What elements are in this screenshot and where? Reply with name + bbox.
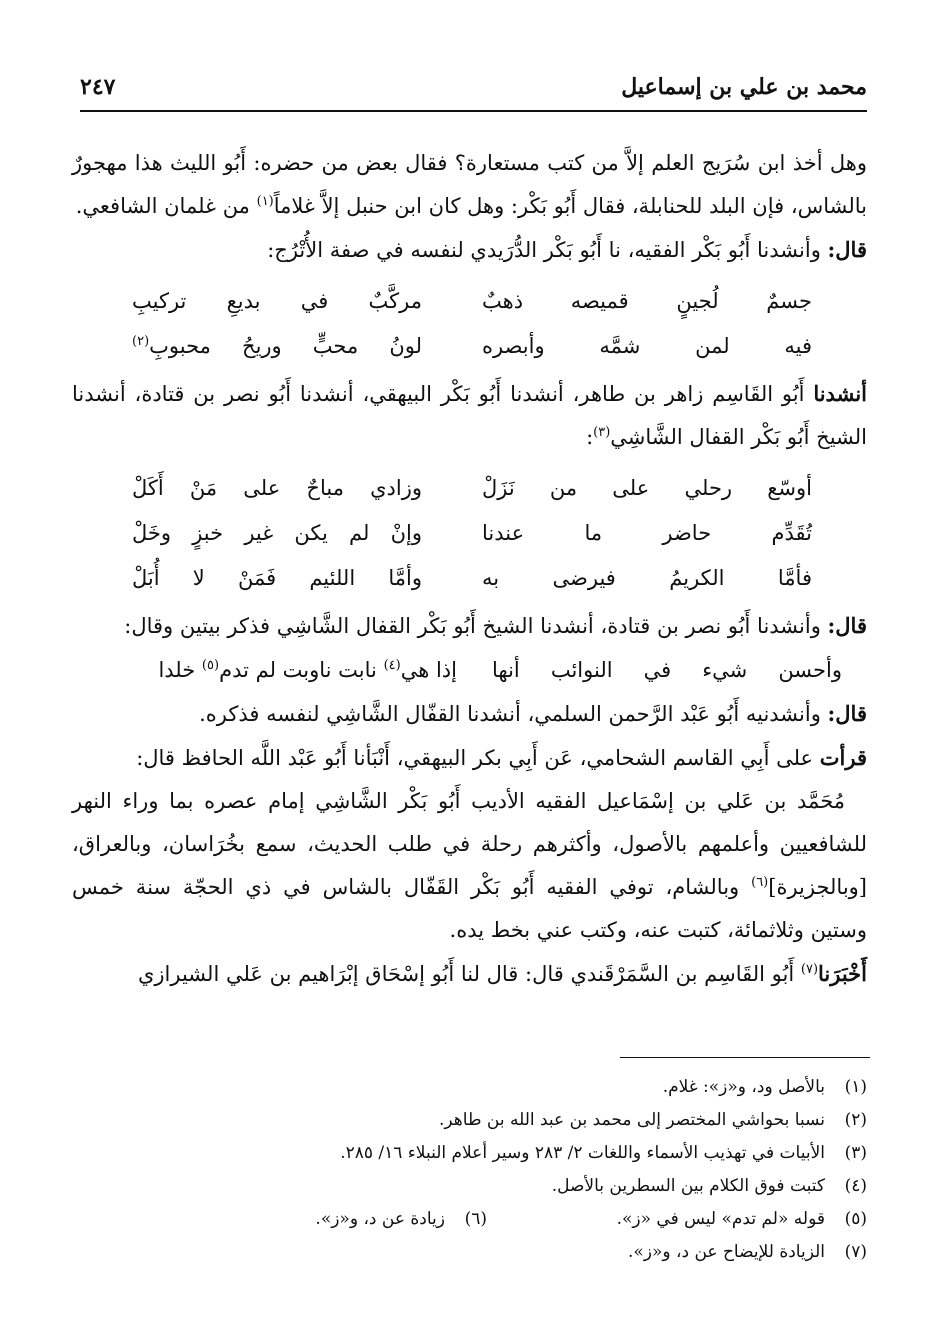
paragraph-8 — [72, 952, 867, 996]
paragraph-4 — [72, 604, 867, 648]
paragraph-3-end: : — [586, 425, 594, 449]
paragraph-8-text: أَبُو القَاسِم بن السَّمَرْقَندي قال: قال لنا أَبُو إسْحَاق إبْرَاهيم بن عَلي الشيرازي — [137, 962, 801, 986]
poem-2 — [72, 465, 867, 600]
paragraph-1-text: وهل أخذ ابن سُرَيج العلم إلاَّ من كتب مستعارة؟ فقال بعض من حضره: أَبُو الليث هذا مهجورٌ بالشاس، فإن البلد للحنابلة، فقال أَبُو بَكْر: وهل كان ابن حنبل إلاَّ غلاماً — [72, 151, 867, 218]
footnote — [487, 1209, 867, 1229]
footnote — [107, 1209, 487, 1229]
paragraph-3-text: أَبُو القَاسِم زاهر بن طاهر، أنشدنا أَبُو بَكْر البيهقي، أنشدنا أَبُو نصر بن قتادة، أنشدنا الشيخ أَبُو بَكْر القفال الشَّاشِي — [72, 382, 867, 449]
paragraph-1-end: من غلمان الشافعي. — [75, 194, 257, 218]
footnote-text: زيادة عن د، و«ز». — [315, 1208, 445, 1229]
verse-hemistich-1: جسمٌ لُجينٍ قميصه ذهبٌ — [482, 288, 812, 313]
footnote-ref-7: (٧) — [800, 962, 819, 977]
footnote-ref-4: (٤) — [383, 658, 401, 673]
running-head — [80, 70, 867, 106]
verse-line — [72, 323, 867, 368]
paragraph-6-text: على أَبِي القاسم الشحامي، عَن أَبِي بكر البيهقي، أَنْبَأنا أَبُو عَبْد اللَّه الحافظ قال: — [136, 746, 820, 770]
paragraph-6 — [72, 736, 867, 780]
footnote-ref-3: (٣) — [593, 425, 611, 440]
verse-hemistich-2: وأمَّا اللئيم فَمَنْ لا أُبَلْ — [132, 565, 422, 590]
verse-line — [72, 510, 867, 555]
paragraph-8-lead: أَخْبَرَنا — [818, 961, 867, 986]
page-number: ٢٤٧ — [80, 74, 116, 100]
footnote-text: قوله «لم تدم» ليس في «ز». — [616, 1208, 825, 1229]
footnote — [80, 1070, 867, 1103]
footnote-text: نسبا بحواشي المختصر إلى محمد بن عبد الله بن طاهر. — [439, 1109, 825, 1130]
verse-hemistich-2: مركَّبٌ في بديعِ تركيبِ — [132, 288, 422, 313]
footnote-number: (٦) — [464, 1208, 487, 1229]
verse-line — [72, 278, 867, 323]
verse-part: إذا هي — [400, 658, 457, 682]
verse-hemistich-2 — [117, 658, 457, 682]
paragraph-5-lead: قال: — [827, 701, 867, 726]
paragraph-3-lead: أنشدنا — [813, 381, 867, 406]
verse-part: خلدا — [158, 658, 202, 682]
footnote — [80, 1103, 867, 1136]
header-rule — [80, 110, 867, 112]
verse-line — [72, 555, 867, 600]
poem-3 — [72, 648, 867, 692]
paragraph-2-text: وأنشدنا أَبُو بَكْر الفقيه، نا أَبُو بَكْر الدُّرَيدي لنفسه في صفة الأُتْرُج: — [267, 238, 828, 262]
verse-hemistich-1: وأحسن شيء في النوائب أنها — [492, 658, 842, 682]
verse-hemistich-2-text: لونُ محبٍّ وريحُ محبوبِ — [149, 333, 422, 358]
verse-hemistich-1: أوسّع رحلي على من نَزَلْ — [482, 475, 812, 500]
footnote-text: بالأصل ود، و«ز»: غلام. — [662, 1076, 825, 1097]
footnote-rule — [620, 1057, 870, 1058]
footnote-ref-2: (٢) — [132, 333, 150, 349]
paragraph-5-text: وأنشدنيه أَبُو عَبْد الرَّحمن السلمي، أنشدنا القفّال الشَّاشِي لنفسه فذكره. — [199, 702, 828, 726]
paragraph-3 — [72, 372, 867, 459]
paragraph-6-lead: قرأت — [819, 745, 867, 770]
footnote-number: (٥) — [844, 1208, 867, 1229]
paragraph-7 — [72, 780, 867, 952]
footnote-ref-6: (٦) — [751, 875, 769, 890]
footnotes — [80, 1070, 867, 1268]
paragraph-4-lead: قال: — [827, 613, 867, 638]
paragraph-1 — [72, 142, 867, 228]
paragraph-2-lead: قال: — [827, 237, 867, 262]
footnote-number: (٤) — [844, 1175, 867, 1196]
footnote-text: الزيادة للإيضاح عن د، و«ز». — [627, 1241, 825, 1262]
verse-part: نابت ناوبت لم تدم — [219, 658, 384, 682]
footnote — [80, 1235, 867, 1268]
paragraph-7-text: مُحَمَّد بن عَلي بن إسْمَاعيل الفقيه الأديب أَبُو بَكْر الشَّاشِي إمام عصره بما وراء النهر للشافعيين وأعلمهم بالأصول، وأكثرهم رحلة في طلب الحديث، سمع بخُرَاسان، وبالعراق، [وبالجزيرة] — [72, 789, 867, 899]
running-head-title: محمد بن علي بن إسماعيل — [621, 74, 867, 100]
verse-hemistich-1: فأمَّا الكريمُ فيرضى به — [482, 565, 812, 590]
paragraph-7-text-end: وبالشام، توفي الفقيه أَبُو بَكْر القَفّال بالشاس في ذي الحجّة سنة خمس وستين وثلاثمائة، كتبت عنه، وكتب عني بخط يده. — [72, 875, 867, 942]
footnote-number: (٢) — [844, 1109, 867, 1130]
footnote-ref-5: (٥) — [201, 658, 220, 673]
verse-hemistich-1: فيه لمن شمَّه وأبصره — [482, 333, 812, 358]
footnote-number: (١) — [844, 1076, 867, 1097]
footnote-number: (٣) — [844, 1142, 867, 1163]
verse-hemistich-1: تُقَدِّم حاضر ما عندنا — [482, 520, 812, 545]
poem-1 — [72, 278, 867, 368]
footnote-number: (٧) — [844, 1241, 867, 1262]
paragraph-4-text: وأنشدنا أَبُو نصر بن قتادة، أنشدنا الشيخ أَبُو بَكْر القفال الشَّاشِي فذكر بيتين وقال: — [124, 614, 828, 638]
verse-line — [72, 465, 867, 510]
verse-hemistich-2: وإنْ لم يكن غير خبزٍ وخَلْ — [132, 520, 422, 545]
paragraph-5 — [72, 692, 867, 736]
footnote-ref-1: (١) — [256, 194, 274, 209]
verse-hemistich-2 — [132, 334, 422, 358]
verse-hemistich-2: وزادي مباحٌ على مَنْ أَكَلْ — [132, 475, 422, 500]
footnote-pair — [80, 1202, 867, 1235]
paragraph-2 — [72, 228, 867, 272]
footnote — [80, 1169, 867, 1202]
footnote-text: كتبت فوق الكلام بين السطرين بالأصل. — [551, 1175, 825, 1196]
main-text — [72, 142, 867, 996]
footnote-text: الأبيات في تهذيب الأسماء واللغات ٢/ ٢٨٣ وسير أعلام النبلاء ١٦/ ٢٨٥. — [340, 1142, 825, 1163]
footnote — [80, 1136, 867, 1169]
